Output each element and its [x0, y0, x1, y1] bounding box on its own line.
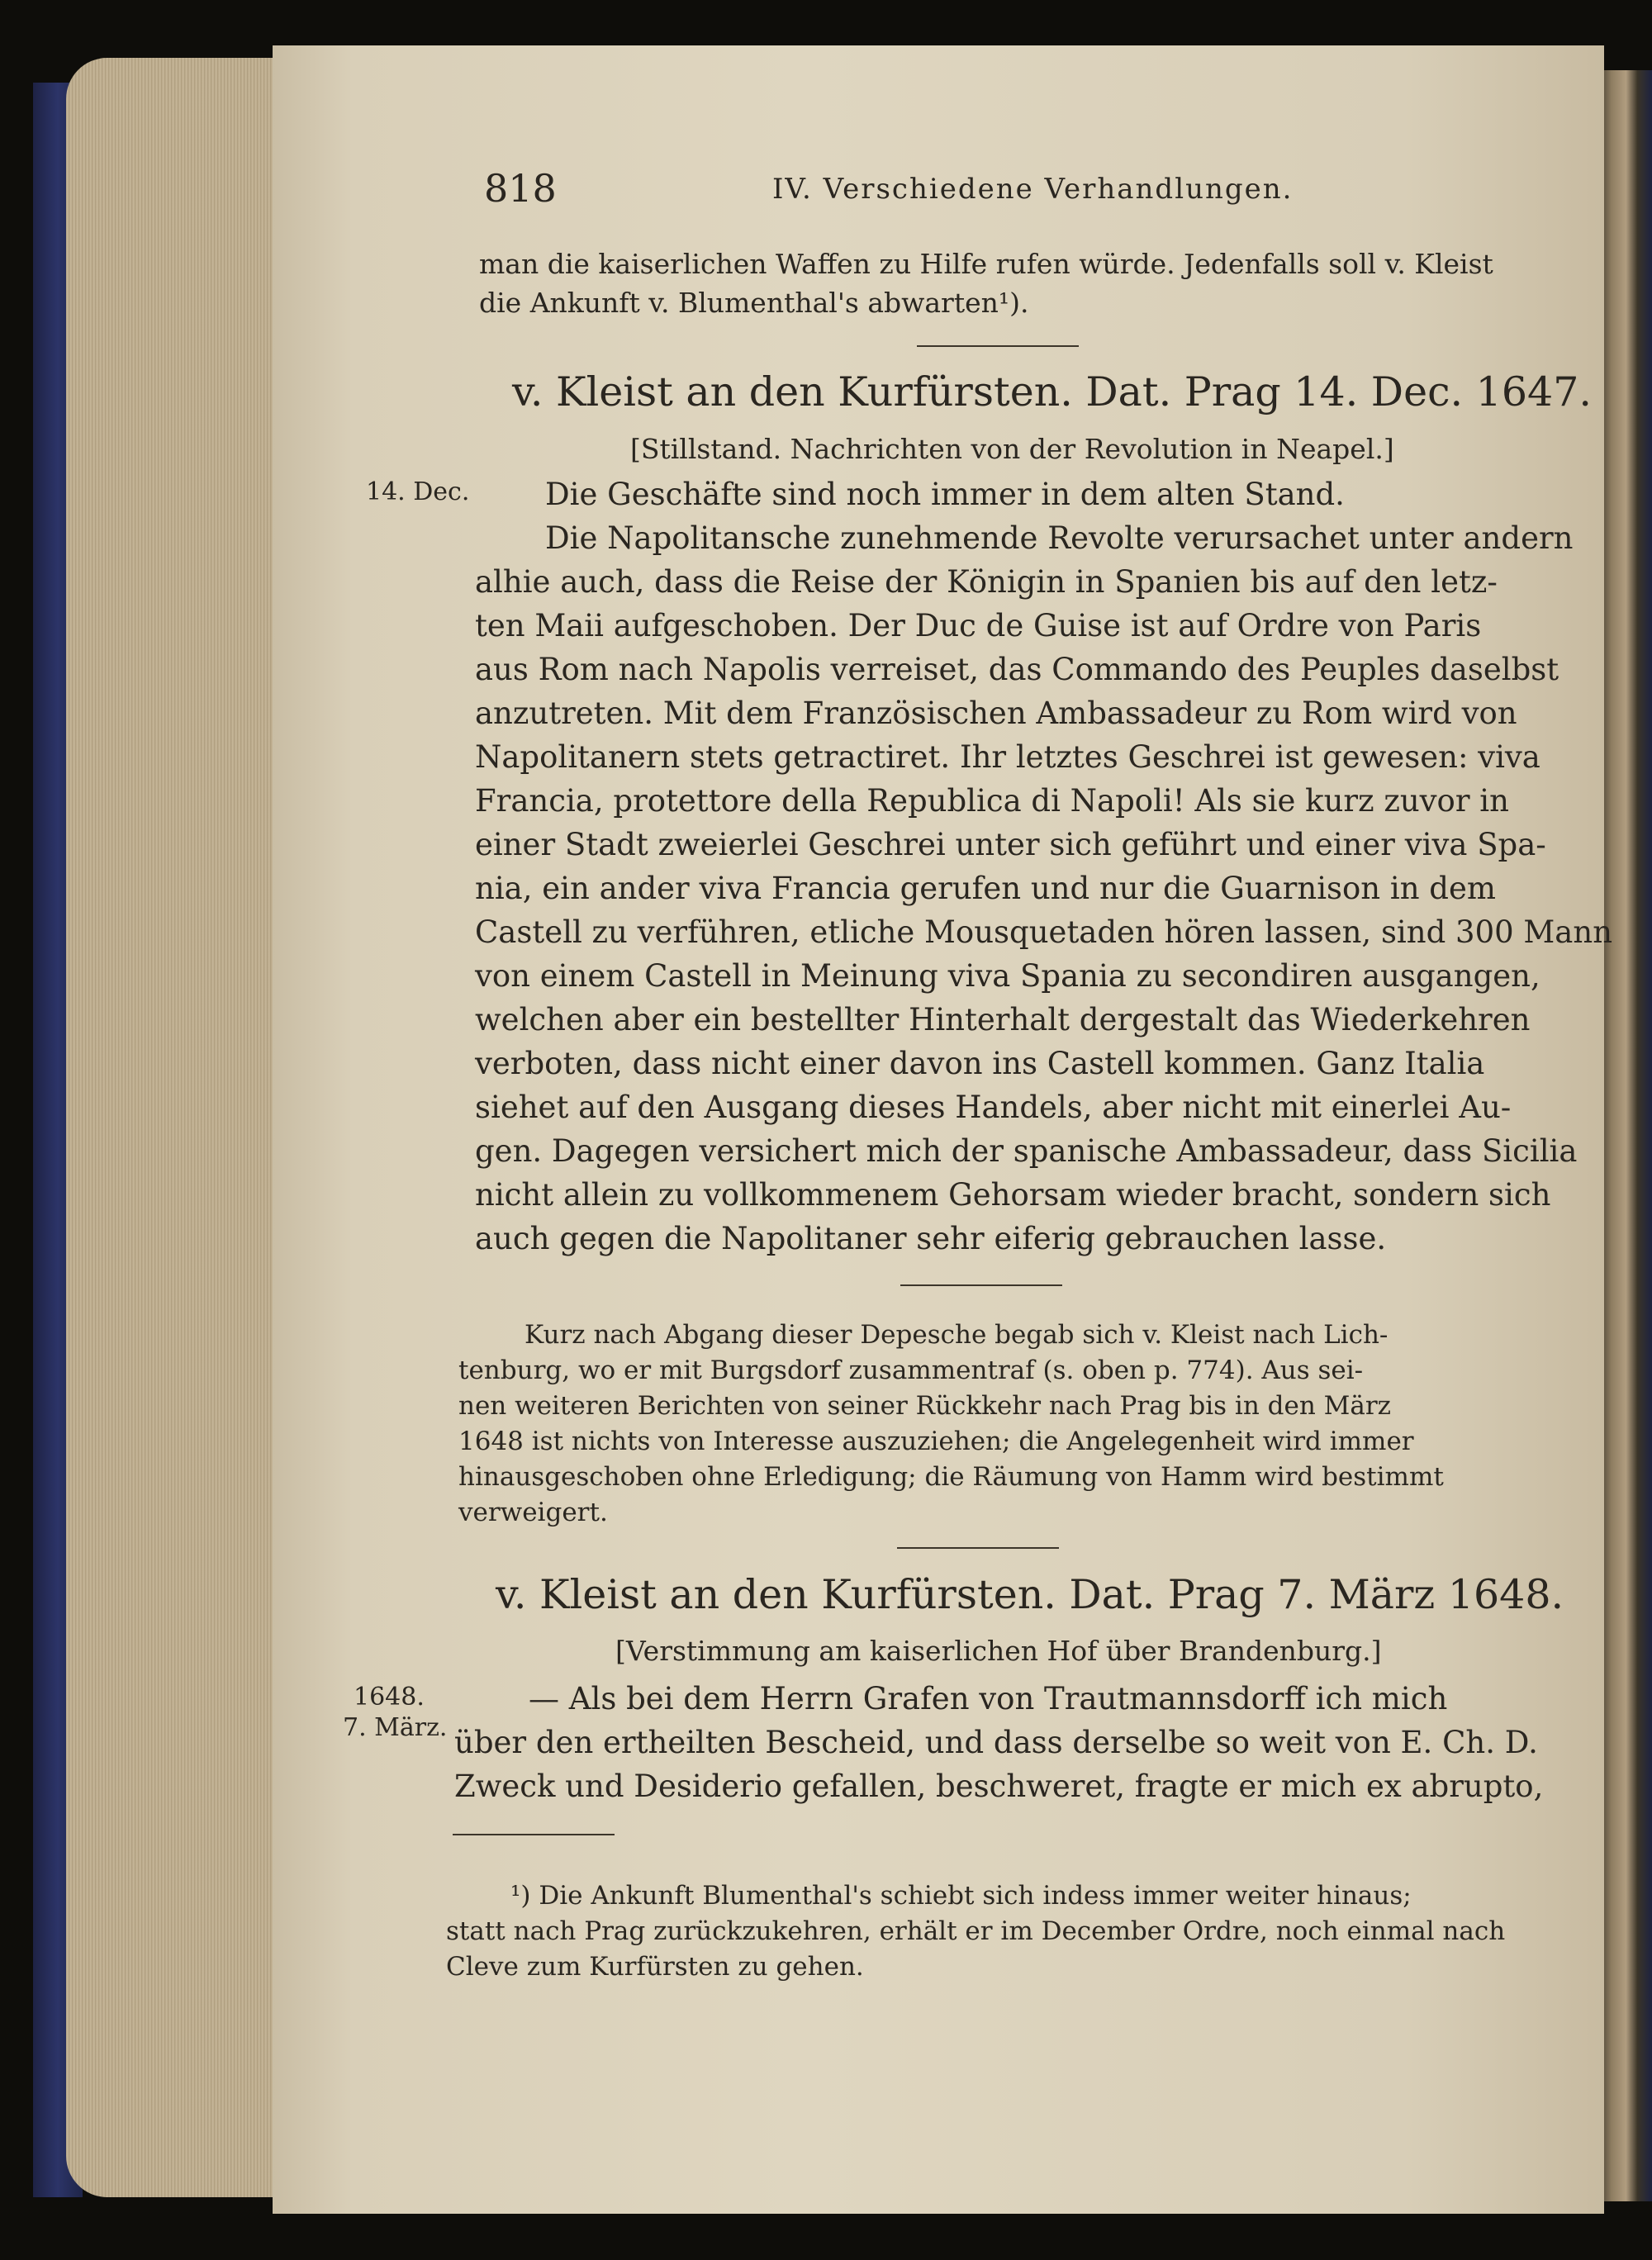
body-line: alhie auch, dass die Reise der Königin in Spanien bis auf den letz-	[475, 564, 1498, 600]
editorial-line: Kurz nach Abgang dieser Depesche begab sich v. Kleist nach Lich-	[525, 1320, 1389, 1350]
editorial-line: hinausgeschoben ohne Erledigung; die Räumung von Hamm wird bestimmt	[458, 1462, 1444, 1492]
body-line: — Als bei dem Herrn Grafen von Trautmannsdorff ich mich	[529, 1681, 1448, 1716]
body-line: nicht allein zu vollkommenem Gehorsam wieder bracht, sondern sich	[475, 1177, 1551, 1213]
body-line: auch gegen die Napolitaner sehr eiferig gebrauchen lasse.	[475, 1221, 1387, 1256]
document-summary: [Stillstand. Nachrichten von der Revolution in Neapel.]	[630, 433, 1394, 465]
editorial-line: verweigert.	[458, 1498, 608, 1527]
page-number: 818	[484, 166, 557, 211]
carryover-line: man die kaiserlichen Waffen zu Hilfe rufen würde. Jedenfalls soll v. Kleist	[479, 248, 1493, 280]
body-line: welchen aber ein bestellter Hinterhalt dergestalt das Wiederkehren	[475, 1002, 1531, 1037]
body-line: gen. Dagegen versichert mich der spanische Ambassadeur, dass Sicilia	[475, 1133, 1578, 1169]
body-line: Napolitanern stets getractiret. Ihr letztes Geschrei ist gewesen: viva	[475, 739, 1540, 775]
section-divider	[897, 1547, 1059, 1549]
document-title: v. Kleist an den Kurfürsten. Dat. Prag 14. Dec. 1647.	[512, 368, 1592, 415]
running-head: IV. Verschiedene Verhandlungen.	[772, 173, 1294, 206]
editorial-line: tenburg, wo er mit Burgsdorf zusammentraf (s. oben p. 774). Aus sei-	[458, 1356, 1364, 1385]
footnote-line: statt nach Prag zurückzukehren, erhält er im December Ordre, noch einmal nach	[446, 1916, 1506, 1946]
body-line: über den ertheilten Bescheid, und dass derselbe so weit von E. Ch. D.	[454, 1725, 1538, 1760]
body-line: verboten, dass nicht einer davon ins Castell kommen. Ganz Italia	[475, 1046, 1485, 1081]
section-divider	[917, 345, 1079, 347]
body-line: nia, ein ander viva Francia gerufen und nur die Guarnison in dem	[475, 871, 1496, 906]
body-line: anzutreten. Mit dem Französischen Ambassadeur zu Rom wird von	[475, 696, 1517, 731]
footnote-line: Cleve zum Kurfürsten zu gehen.	[446, 1952, 864, 1982]
body-line: ten Maii aufgeschoben. Der Duc de Guise ist auf Ordre von Paris	[475, 608, 1482, 643]
section-divider	[900, 1284, 1062, 1286]
body-line: Castell zu verführen, etliche Mousquetaden hören lassen, sind 300 Mann	[475, 914, 1613, 950]
editorial-line: nen weiteren Berichten von seiner Rückkehr nach Prag bis in den März	[458, 1391, 1392, 1421]
body-line: Francia, protettore della Republica di Napoli! Als sie kurz zuvor in	[475, 783, 1509, 819]
footnote-line: ¹) Die Ankunft Blumenthal's schiebt sich indess immer weiter hinaus;	[510, 1881, 1412, 1911]
book-page	[273, 45, 1613, 2214]
body-line: Zweck und Desiderio gefallen, beschweret, fragte er mich ex abrupto,	[454, 1769, 1544, 1804]
footnote-rule	[453, 1834, 615, 1835]
body-line: Die Napolitansche zunehmende Revolte verursachet unter andern	[545, 520, 1574, 556]
body-line: siehet auf den Ausgang dieses Handels, aber nicht mit einerlei Au-	[475, 1090, 1512, 1125]
carryover-line: die Ankunft v. Blumenthal's abwarten¹).	[479, 287, 1029, 319]
margin-date: 14. Dec.	[366, 477, 470, 506]
body-line: Die Geschäfte sind noch immer in dem alten Stand.	[545, 477, 1345, 512]
body-line: aus Rom nach Napolis verreiset, das Commando des Peuples daselbst	[475, 652, 1559, 687]
document-title: v. Kleist an den Kurfürsten. Dat. Prag 7. März 1648.	[496, 1571, 1564, 1618]
editorial-line: 1648 ist nichts von Interesse auszuziehen; die Angelegenheit wird immer	[458, 1427, 1414, 1456]
body-line: einer Stadt zweierlei Geschrei unter sich geführt und einer viva Spa-	[475, 827, 1546, 862]
body-line: von einem Castell in Meinung viva Spania zu secondiren ausgangen,	[475, 958, 1540, 994]
margin-year: 1648.	[354, 1683, 425, 1712]
document-summary: [Verstimmung am kaiserlichen Hof über Brandenburg.]	[615, 1635, 1382, 1667]
margin-date: 7. März.	[343, 1713, 448, 1742]
